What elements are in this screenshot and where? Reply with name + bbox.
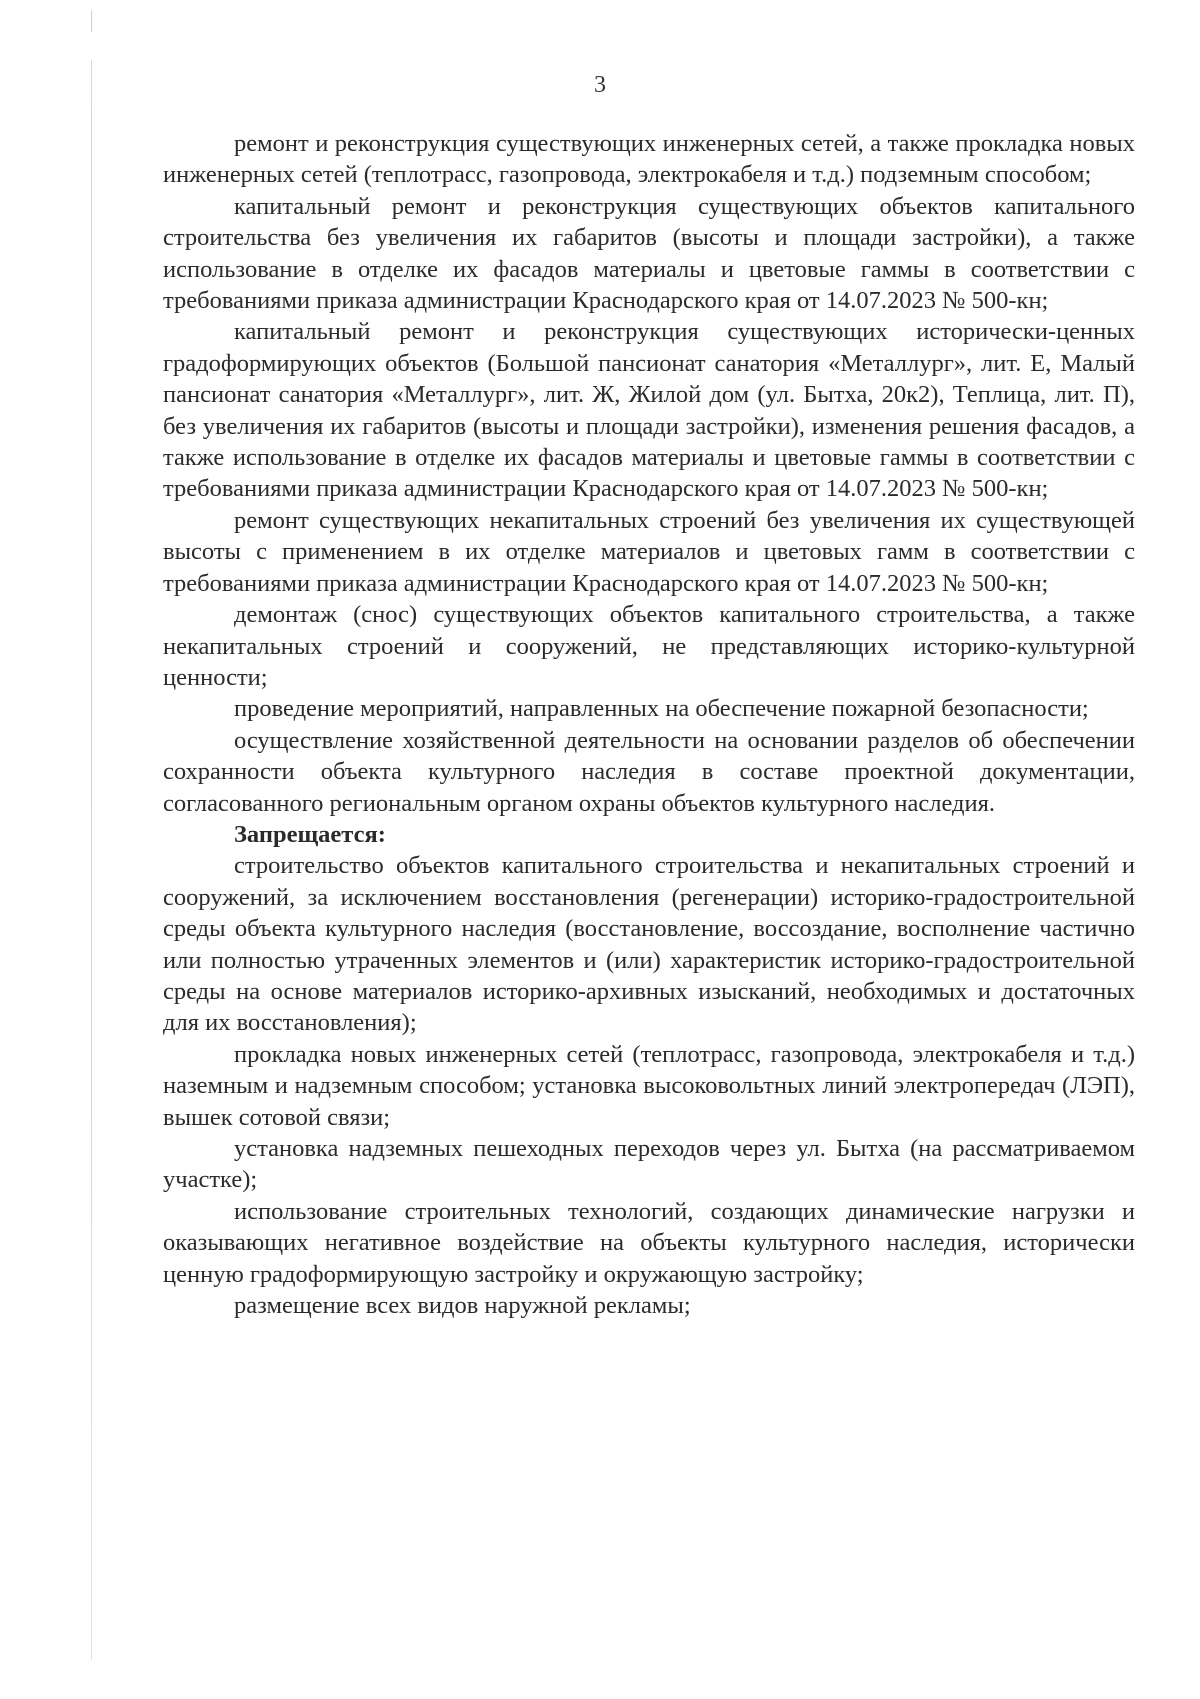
page-number: 3 bbox=[594, 72, 606, 98]
prohibited-heading: Запрещается: bbox=[234, 820, 386, 848]
paragraph: капитальный ремонт и реконструкция существующих объектов капитального строительства без увеличения их габаритов (высоты и площади застройки), а также использование в отделке их фасадов материалы и цветовые гаммы в соответствии с требованиями приказа администрации Краснодарского края от 14.07.2023 № 500-кн; bbox=[163, 192, 1135, 315]
paragraph: демонтаж (снос) существующих объектов капитального строительства, а также некапитальных строений и сооружений, не представляющих историко-культурной ценности; bbox=[163, 601, 1135, 691]
scan-edge-line bbox=[91, 60, 92, 1660]
prohibited-item: использование строительных технологий, создающих динамические нагрузки и оказывающих негативное воздействие на объекты культурного наследия, исторически ценную градоформирующую застройку и окружающую застройку; bbox=[163, 1197, 1135, 1288]
prohibited-item: прокладка новых инженерных сетей (теплотрасс, газопровода, электрокабеля и т.д.) наземным и надземным способом; установка высоковольтных линий электропередач (ЛЭП), вышек сотовой связи; bbox=[163, 1040, 1135, 1131]
paragraph: ремонт и реконструкция существующих инженерных сетей, а также прокладка новых инженерных сетей (теплотрасс, газопровода, электрокабеля и т.д.) подземным способом; bbox=[163, 130, 1135, 189]
prohibited-item: установка надземных пешеходных переходов через ул. Бытха (на рассматриваемом участке); bbox=[163, 1135, 1135, 1194]
paragraph: осуществление хозяйственной деятельности на основании разделов об обеспечении сохранности объекта культурного наследия в составе проектной документации, согласованного региональным органом охраны объектов культурного наследия. bbox=[163, 726, 1135, 817]
scan-edge-mark bbox=[91, 10, 92, 32]
prohibited-item: строительство объектов капитального строительства и некапитальных строений и сооружений, за исключением восстановления (регенерации) историко-градостроительной среды объекта культурного наследия (восстановление, воссоздание, восполнение частично или полностью утраченных элементов и (или) характеристик историко-градостроительной среды на основе материалов историко-архивных изысканий, необходимых и достаточных для их восстановления); bbox=[163, 852, 1135, 1037]
prohibited-item: размещение всех видов наружной рекламы; bbox=[234, 1292, 691, 1320]
document-body bbox=[163, 128, 1135, 1321]
paragraph: проведение мероприятий, направленных на обеспечение пожарной безопасности; bbox=[234, 695, 1089, 723]
paragraph: капитальный ремонт и реконструкция существующих исторически-ценных градоформирующих объектов (Большой пансионат санатория «Металлург», лит. Е, Малый пансионат санатория «Металлург», лит. Ж, Жилой дом (ул. Бытха, 20к2), Теплица, лит. П), без увеличения их габаритов (высоты и площади застройки), изменения решения фасадов, а также использование в отделке их фасадов материалы и цветовые гаммы в соответствии с требованиями приказа администрации Краснодарского края от 14.07.2023 № 500-кн; bbox=[163, 318, 1135, 503]
paragraph: ремонт существующих некапитальных строений без увеличения их существующей высоты с применением в их отделке материалов и цветовых гамм в соответствии с требованиями приказа администрации Краснодарского края от 14.07.2023 № 500-кн; bbox=[163, 506, 1135, 597]
